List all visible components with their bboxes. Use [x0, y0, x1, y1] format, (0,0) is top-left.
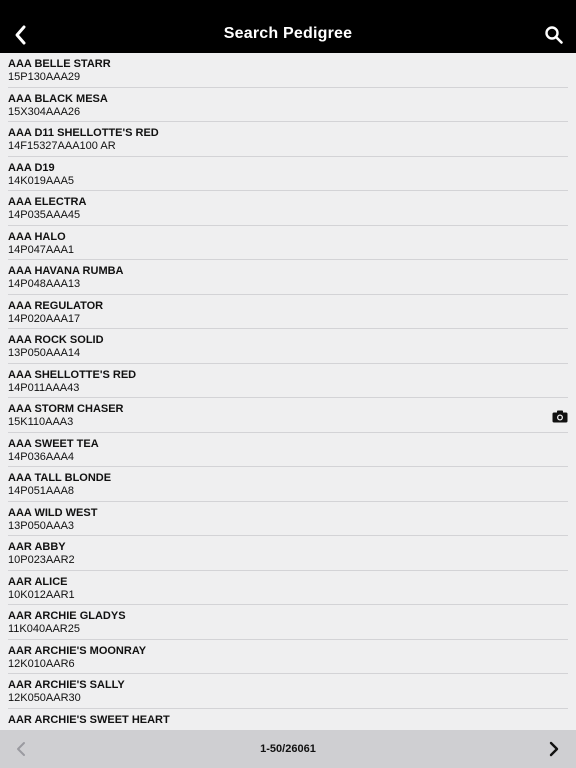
- item-name: AAA BELLE STARR: [8, 58, 111, 70]
- item-name: AAA SWEET TEA: [8, 437, 99, 450]
- item-name: AAR ARCHIE GLADYS: [8, 610, 126, 622]
- list-item[interactable]: [8, 329, 568, 364]
- list-item[interactable]: [8, 191, 568, 226]
- item-name: AAA D11 SHELLOTTE'S RED: [8, 127, 159, 139]
- item-name: AAA HALO: [8, 230, 66, 243]
- list-item[interactable]: [8, 226, 568, 261]
- navigation-bar: [0, 0, 576, 53]
- list-item[interactable]: [8, 605, 568, 640]
- list-item[interactable]: [8, 364, 568, 399]
- list-item[interactable]: [8, 536, 568, 571]
- list-item[interactable]: [8, 53, 568, 88]
- item-name: AAA ROCK SOLID: [8, 334, 104, 346]
- list-item[interactable]: [8, 640, 568, 675]
- item-name: AAR ARCHIE'S SWEET HEART: [8, 713, 170, 726]
- list-item[interactable]: [8, 295, 568, 330]
- item-name: AAA SHELLOTTE'S RED: [8, 368, 137, 381]
- item-code: 15P130AAA29: [8, 71, 81, 83]
- item-code: 15X304AAA26: [8, 105, 81, 118]
- item-code: 14P047AAA1: [8, 243, 75, 256]
- item-code: 14P036AAA4: [8, 450, 75, 463]
- item-name: AAR ARCHIE'S MOONRAY: [8, 644, 147, 657]
- item-code: 14P020AAA17: [8, 312, 81, 325]
- item-name: AAA D19: [8, 161, 55, 174]
- item-name: AAA TALL BLONDE: [8, 472, 112, 484]
- list-item[interactable]: [8, 88, 568, 123]
- pagination-bar: [0, 730, 576, 768]
- search-icon: [544, 25, 564, 45]
- item-name: AAA REGULATOR: [8, 299, 104, 312]
- list-item[interactable]: [8, 433, 568, 468]
- item-name: AAR ALICE: [8, 575, 68, 588]
- list-item[interactable]: [8, 398, 568, 433]
- item-code: 13P050AAA14: [8, 347, 81, 359]
- item-name: AAA ELECTRA: [8, 196, 87, 208]
- item-code: 10P023AAR2: [8, 554, 75, 566]
- list-item[interactable]: [8, 122, 568, 157]
- item-code: 11K040AAR25: [8, 623, 80, 635]
- item-code: 14K019AAA5: [8, 174, 75, 187]
- list-item[interactable]: [8, 260, 568, 295]
- list-item[interactable]: [8, 502, 568, 537]
- item-code: 14F15327AAA100 AR: [8, 140, 116, 152]
- item-code: 14P011AAA43: [8, 381, 80, 394]
- item-code: 14P051AAA8: [8, 485, 75, 497]
- item-code: 15K110AAA3: [8, 416, 74, 428]
- item-name: AAR ABBY: [8, 541, 66, 553]
- camera-icon: [552, 410, 568, 423]
- item-code: 12K010AAR6: [8, 657, 75, 670]
- item-name: AAA BLACK MESA: [8, 92, 108, 105]
- item-code: 13P050AAA3: [8, 519, 75, 532]
- list-item[interactable]: [8, 467, 568, 502]
- list-item[interactable]: [8, 571, 568, 606]
- pedigree-list[interactable]: [0, 53, 576, 730]
- item-code: 14P035AAA45: [8, 209, 81, 221]
- item-name: AAA HAVANA RUMBA: [8, 265, 124, 277]
- list-item[interactable]: [8, 157, 568, 192]
- item-code: 12K050AAR30: [8, 692, 81, 704]
- item-name: AAR ARCHIE'S SALLY: [8, 679, 125, 691]
- item-code: 14P048AAA13: [8, 278, 81, 290]
- list-item[interactable]: [8, 674, 568, 709]
- list-item[interactable]: [8, 709, 568, 731]
- next-page-button[interactable]: [546, 741, 562, 757]
- chevron-right-icon: [546, 741, 562, 757]
- item-code: 10K012AAR1: [8, 588, 75, 601]
- search-button[interactable]: [544, 25, 564, 45]
- page-title: Search Pedigree: [223, 25, 353, 42]
- page-range-label: 1-50/26061: [260, 743, 316, 755]
- item-name: AAA STORM CHASER: [8, 403, 124, 415]
- item-name: AAA WILD WEST: [8, 506, 98, 519]
